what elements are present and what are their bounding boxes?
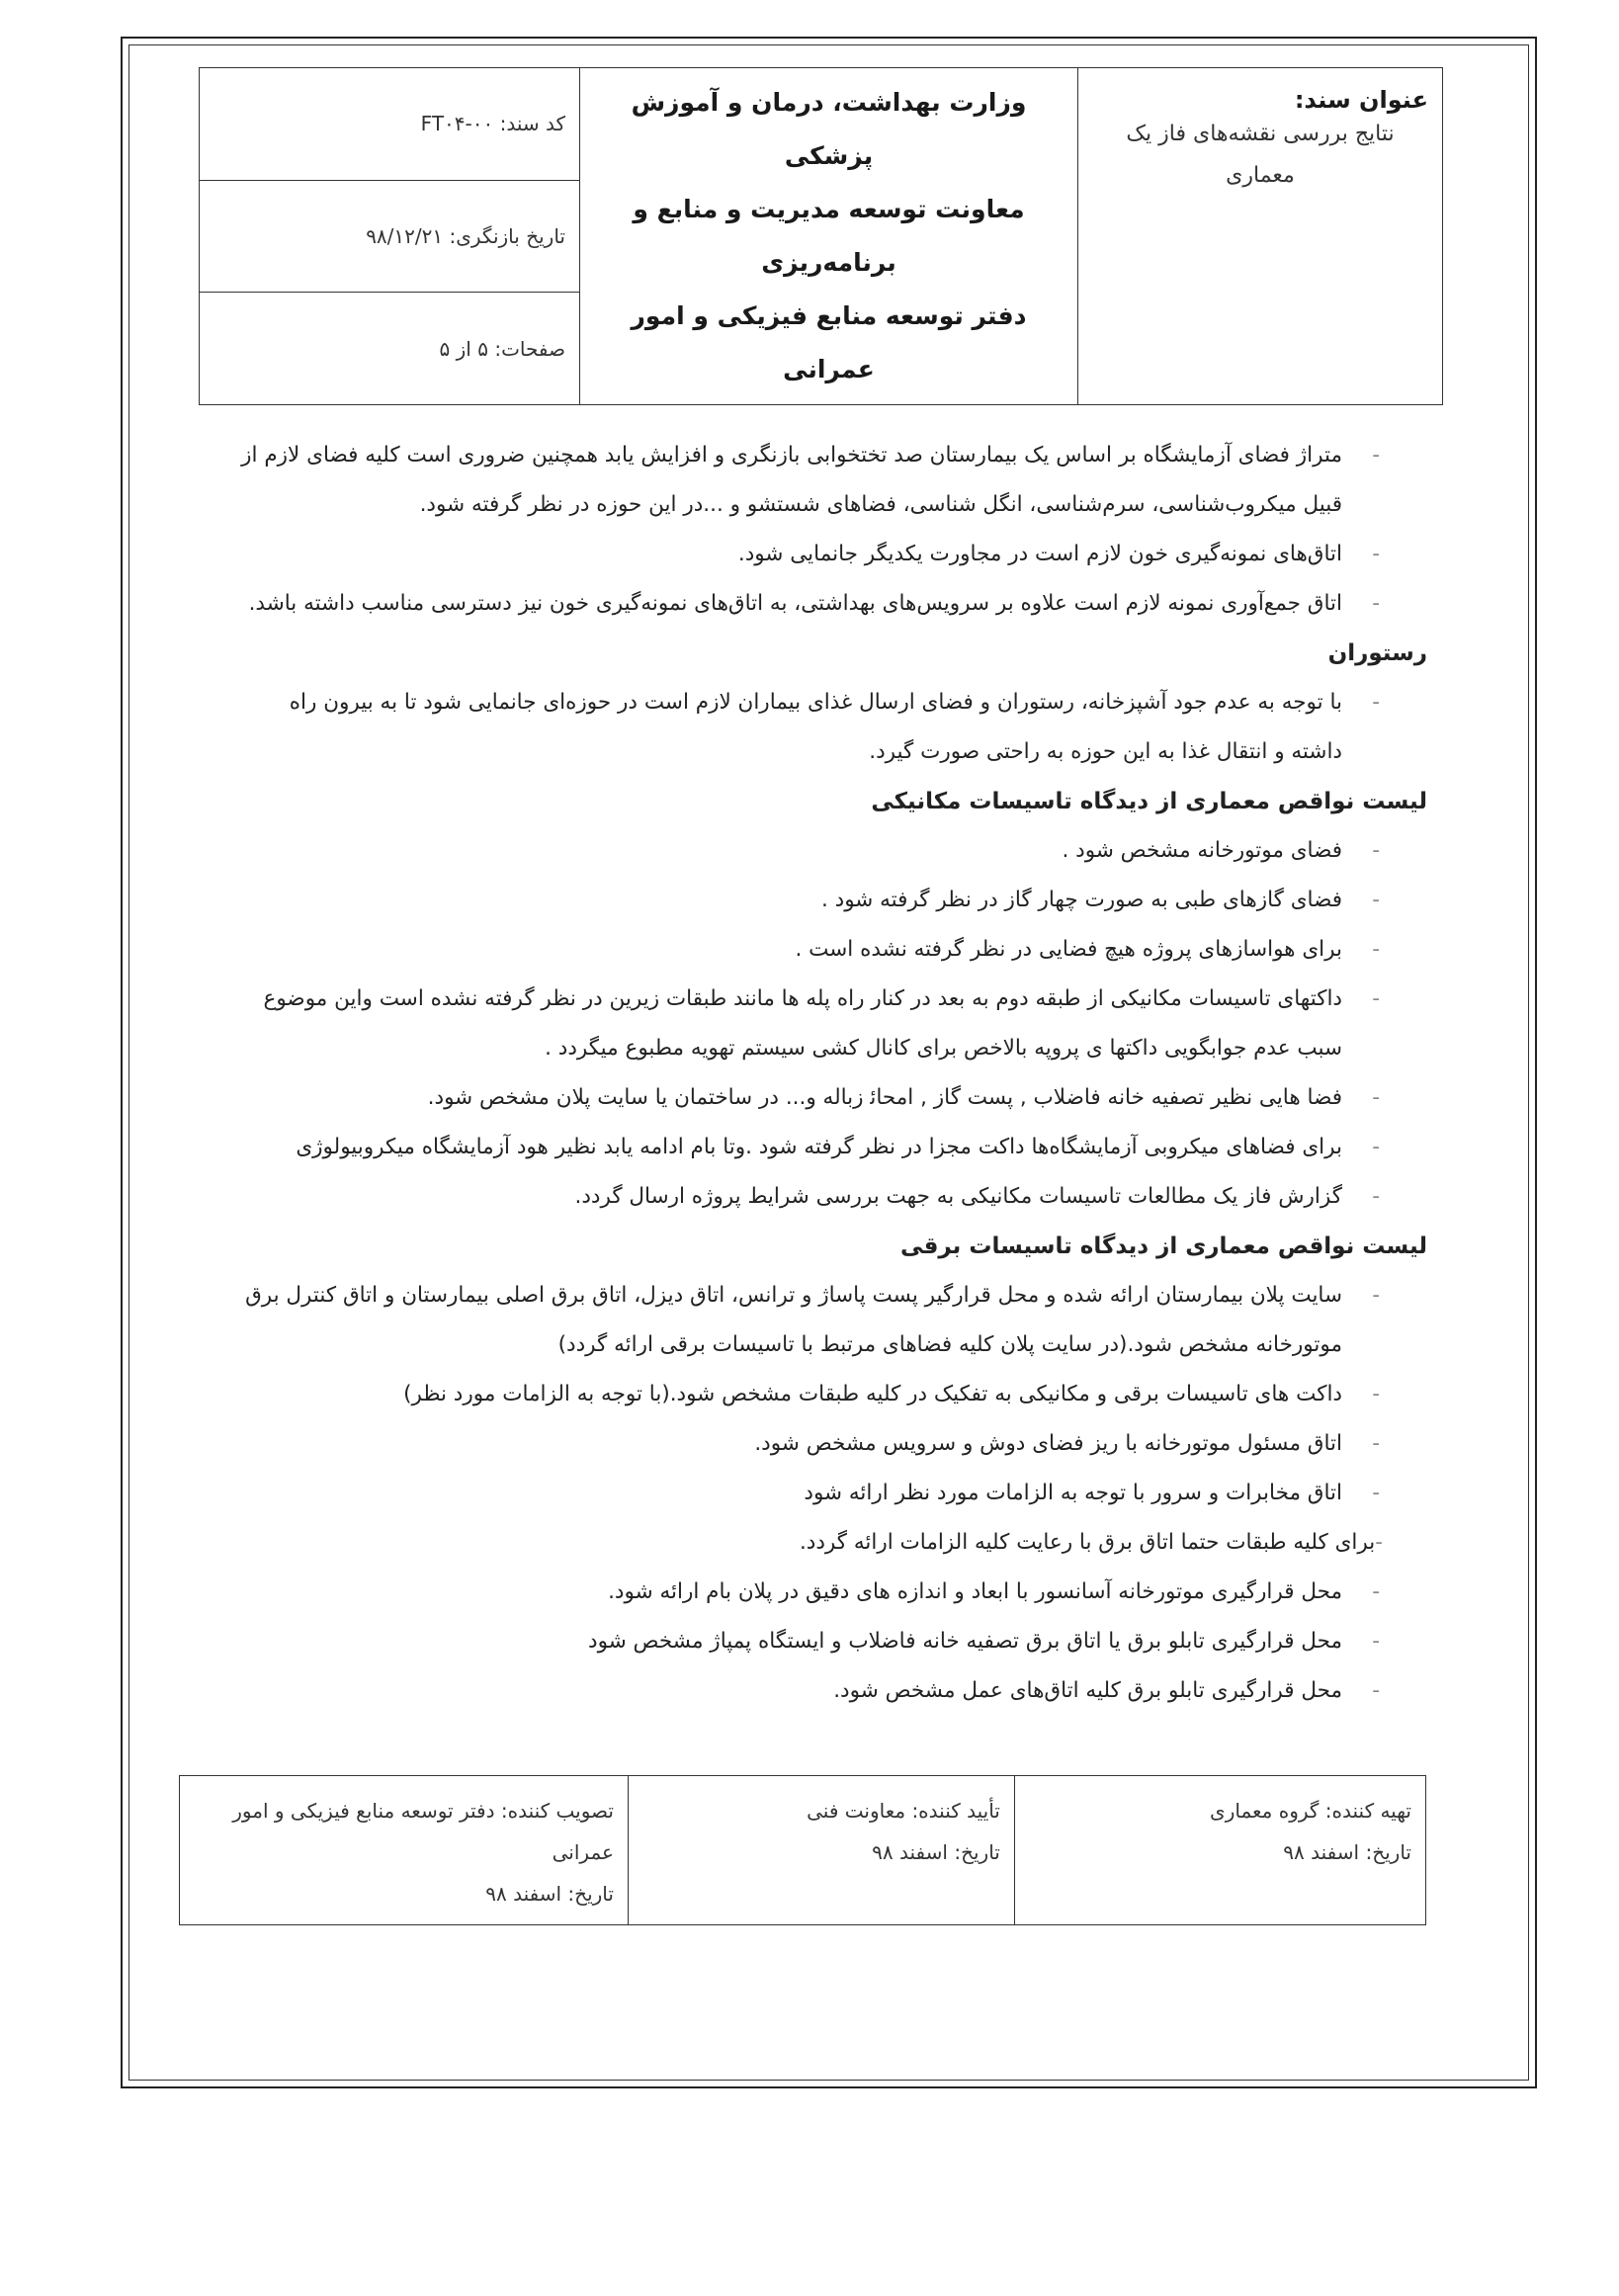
bullet-dash: - bbox=[1372, 937, 1380, 962]
document-title-label: عنوان سند: bbox=[1294, 86, 1428, 114]
list-item bbox=[238, 1666, 1380, 1716]
document-code: کد سند: FT۰۴-۰۰ bbox=[200, 68, 580, 181]
note-text: برای کلیه طبقات حتما اتاق برق با رعایت کلیه الزامات ارائه گردد. bbox=[799, 1530, 1376, 1555]
list-item-text: فضای گازهای طبی به صورت چهار گاز در نظر گرفته شود . bbox=[820, 888, 1342, 912]
list-item bbox=[238, 1172, 1380, 1222]
list-item bbox=[238, 1469, 1380, 1518]
confirmed-date: تاریخ: اسفند ۹۸ bbox=[872, 1840, 1000, 1864]
list-item-text: با توجه به عدم جود آشپزخانه، رستوران و فضای ارسال غذای بیماران لازم است در حوزه‌ای جانمایی شود تا به بیرون راه داشته و انتقال غذا به این حوزه به راحتی صورت گیرد. bbox=[289, 690, 1342, 764]
section-heading-restaurant: رستوران bbox=[1327, 640, 1427, 666]
organization-line: وزارت بهداشت، درمان و آموزش پزشکی bbox=[631, 88, 1027, 170]
list-item-text: داکتهای تاسیسات مکانیکی از طبقه دوم به بعد در کنار راه پله ها مانند طبقات زیرین در نظر گرفته نشده است واین موضوع سبب عدم جوابگویی داکتها ی پروپه بالاخص برای کانال کشی سیستم تهویه مطبوع میگردد . bbox=[263, 986, 1342, 1061]
prepared-date: تاریخ: اسفند ۹۸ bbox=[1283, 1840, 1411, 1864]
revision-date: تاریخ بازنگری: ۹۸/۱۲/۲۱ bbox=[200, 180, 580, 293]
bullet-dash: - bbox=[1372, 443, 1380, 468]
list-item bbox=[238, 678, 1380, 777]
organization-line: دفتر توسعه منابع فیزیکی و امور عمرانی bbox=[631, 301, 1027, 383]
list-item bbox=[238, 826, 1380, 876]
mechanical-section bbox=[238, 826, 1380, 1222]
bullet-dash: - bbox=[1372, 1184, 1380, 1209]
bullet-dash: - bbox=[1372, 1431, 1380, 1456]
confirmed-by-cell bbox=[628, 1776, 1014, 1925]
document-body bbox=[238, 431, 1427, 1716]
list-item bbox=[238, 1617, 1380, 1666]
electrical-note bbox=[238, 1518, 1383, 1568]
list-item-text: محل قرارگیری موتورخانه آسانسور با ابعاد و اندازه های دقیق در پلان بام ارائه شود. bbox=[608, 1579, 1342, 1604]
list-item bbox=[238, 925, 1380, 975]
page-count: صفحات: ۵ از ۵ bbox=[200, 293, 580, 405]
list-item-text: اتاق مسئول موتورخانه با ریز فضای دوش و سرویس مشخص شود. bbox=[754, 1431, 1342, 1456]
document-title-cell bbox=[1078, 68, 1443, 405]
signature-footer-table bbox=[179, 1775, 1426, 1925]
document-header-table bbox=[199, 67, 1443, 405]
list-item bbox=[238, 1271, 1380, 1370]
list-item-text: محل قرارگیری تابلو برق یا اتاق برق تصفیه خانه فاضلاب و ایستگاه پمپاژ مشخص شود bbox=[588, 1629, 1342, 1654]
bullet-dash: - bbox=[1372, 986, 1380, 1011]
list-item-text: اتاق جمع‌آوری نمونه لازم است علاوه بر سرویس‌های بهداشتی، به اتاق‌های نمونه‌گیری خون نیز دسترسی مناسب داشته باشد. bbox=[248, 591, 1342, 616]
bullet-dash: - bbox=[1372, 1135, 1380, 1159]
bullet-dash: - bbox=[1372, 591, 1380, 616]
page-border-inner bbox=[128, 44, 1529, 2081]
bullet-dash: - bbox=[1372, 542, 1380, 566]
restaurant-section bbox=[238, 678, 1380, 777]
document-title-value: نتایج بررسی نقشه‌های فاز یک معماری bbox=[1126, 122, 1395, 188]
prepared-by: تهیه کننده: گروه معماری bbox=[1210, 1799, 1411, 1823]
organization-cell bbox=[580, 68, 1078, 405]
approved-by: تصویب کننده: دفتر توسعه منابع فیزیکی و امور عمرانی bbox=[232, 1799, 614, 1864]
bullet-dash: - bbox=[1372, 1382, 1380, 1406]
list-item bbox=[238, 579, 1380, 629]
list-item-text: داکت های تاسیسات برقی و مکانیکی به تفکیک در کلیه طبقات مشخص شود.(با توجه به الزامات مورد نظر) bbox=[403, 1382, 1342, 1406]
bullet-dash: - bbox=[1372, 1085, 1380, 1110]
list-item-text: برای هواسازهای پروژه هیچ فضایی در نظر گرفته نشده است . bbox=[795, 937, 1342, 962]
lab-section bbox=[238, 431, 1380, 629]
list-item bbox=[238, 1073, 1380, 1123]
bullet-dash: - bbox=[1372, 690, 1380, 715]
approved-by-cell bbox=[180, 1776, 629, 1925]
section-heading-electrical: لیست نواقص معماری از دیدگاه تاسیسات برقی bbox=[900, 1233, 1427, 1259]
confirmed-by: تأیید کننده: معاونت فنی bbox=[807, 1799, 1000, 1823]
list-item-text: اتاق‌های نمونه‌گیری خون لازم است در مجاورت یکدیگر جانمایی شود. bbox=[737, 542, 1342, 566]
bullet-dash: - bbox=[1372, 1283, 1380, 1308]
list-item bbox=[238, 1419, 1380, 1469]
electrical-section-2 bbox=[238, 1568, 1380, 1716]
list-item-text: فضا هایی نظیر تصفیه خانه فاضلاب , پست گاز , امحاﺋ زباله و... در ساختمان یا سایت پلان مشخص شود. bbox=[427, 1085, 1342, 1110]
organization-line: معاونت توسعه مدیریت و منابع و برنامه‌ریزی bbox=[633, 195, 1025, 277]
list-item bbox=[238, 530, 1380, 579]
bullet-dash: - bbox=[1372, 1579, 1380, 1604]
bullet-dash: - bbox=[1375, 1530, 1383, 1555]
approved-date: تاریخ: اسفند ۹۸ bbox=[485, 1882, 614, 1906]
bullet-dash: - bbox=[1372, 1629, 1380, 1654]
list-item bbox=[238, 431, 1380, 530]
list-item-text: فضای موتورخانه مشخص شود . bbox=[1062, 838, 1342, 863]
list-item bbox=[238, 1370, 1380, 1419]
list-item bbox=[238, 975, 1380, 1073]
list-item-text: برای فضاهای میکروبی آزمایشگاه‌ها داکت مجزا در نظر گرفته شود .وتا بام ادامه یابد نظیر هود آزمایشگاه میکروبیولوژی bbox=[296, 1135, 1342, 1159]
prepared-by-cell bbox=[1014, 1776, 1425, 1925]
bullet-dash: - bbox=[1372, 1678, 1380, 1703]
section-heading-mechanical: لیست نواقص معماری از دیدگاه تاسیسات مکانیکی bbox=[871, 789, 1427, 814]
list-item-text: گزارش فاز یک مطالعات تاسیسات مکانیکی به جهت بررسی شرایط پروژه ارسال گردد. bbox=[574, 1184, 1342, 1209]
list-item-text: متراژ فضای آزمایشگاه بر اساس یک بیمارستان صد تختخوابی بازنگری و افزایش یابد همچنین ضروری است کلیه فضای لازم از قبیل میکروب‌شناسی، سرم‌شناسی، انگل شناسی، فضاهای شستشو و ...در این حوزه در نظر گرفته شود. bbox=[241, 443, 1342, 517]
list-item bbox=[238, 1123, 1380, 1172]
list-item-text: سایت پلان بیمارستان ارائه شده و محل قرارگیر پست پاساژ و ترانس، اتاق دیزل، اتاق برق اصلی بیمارستان و اتاق کنترل برق موتورخانه مشخص شود.(در سایت پلان کلیه فضاهای مرتبط با تاسیسات برقی ارائه گردد) bbox=[245, 1283, 1342, 1357]
bullet-dash: - bbox=[1372, 1481, 1380, 1505]
bullet-dash: - bbox=[1372, 888, 1380, 912]
electrical-section bbox=[238, 1271, 1380, 1518]
list-item bbox=[238, 876, 1380, 925]
page-border-outer bbox=[121, 37, 1537, 2088]
bullet-dash: - bbox=[1372, 838, 1380, 863]
list-item bbox=[238, 1568, 1380, 1617]
list-item-text: محل قرارگیری تابلو برق کلیه اتاق‌های عمل مشخص شود. bbox=[833, 1678, 1342, 1703]
list-item-text: اتاق مخابرات و سرور با توجه به الزامات مورد نظر ارائه شود bbox=[804, 1481, 1342, 1505]
